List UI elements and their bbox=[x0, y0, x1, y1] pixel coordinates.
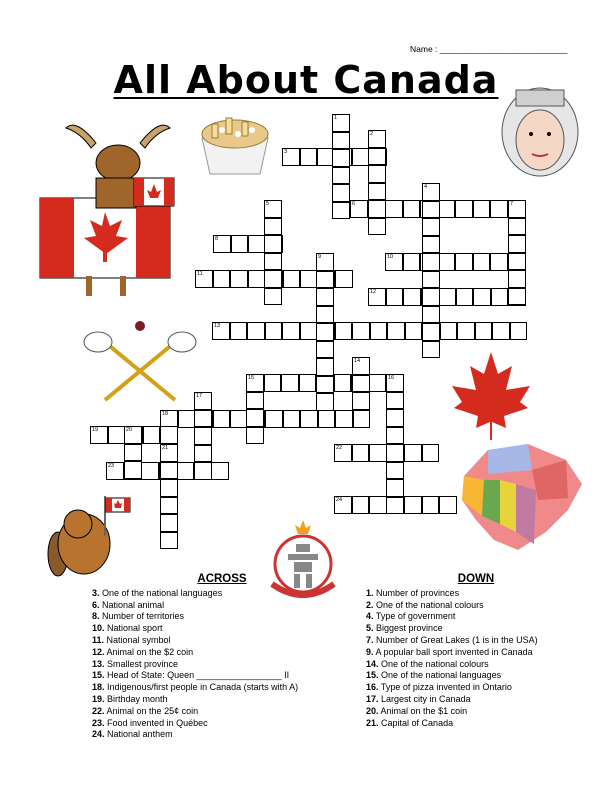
clue-number: 10. bbox=[92, 623, 105, 634]
clue-text: National anthem bbox=[107, 729, 173, 740]
clue-number: 23. bbox=[92, 717, 105, 728]
down-clue bbox=[366, 682, 586, 694]
crossword-cell[interactable] bbox=[246, 392, 264, 410]
cell-number: 14 bbox=[354, 358, 361, 364]
crossword-cell[interactable] bbox=[283, 270, 301, 288]
crossword-cell[interactable] bbox=[265, 410, 283, 428]
across-clue bbox=[92, 682, 352, 694]
clue-number: 24. bbox=[92, 729, 105, 740]
clue-number: 17. bbox=[366, 693, 379, 704]
page-title-text: All About Canada bbox=[113, 58, 499, 102]
crossword-cell[interactable] bbox=[491, 288, 509, 306]
across-heading: ACROSS bbox=[197, 573, 247, 585]
crossword-cell[interactable] bbox=[264, 288, 282, 306]
crossword-cell[interactable] bbox=[370, 322, 388, 340]
crossword-cell[interactable] bbox=[160, 479, 178, 497]
crossword-cell[interactable] bbox=[316, 271, 334, 289]
cell-number: 13 bbox=[214, 323, 221, 329]
crossword-cell[interactable] bbox=[176, 462, 194, 480]
cell-number: 20 bbox=[126, 427, 133, 433]
cell-number: 12 bbox=[370, 289, 377, 295]
crossword-cell[interactable] bbox=[316, 323, 334, 341]
clue-text: Type of pizza invented in Ontario bbox=[380, 682, 512, 693]
clue-number: 2. bbox=[366, 599, 374, 610]
crossword-cell[interactable] bbox=[211, 462, 229, 480]
crossword-cell[interactable] bbox=[368, 200, 386, 218]
crossword-cell[interactable] bbox=[492, 322, 510, 340]
crossword-cell[interactable] bbox=[490, 253, 508, 271]
clue-number: 15. bbox=[92, 670, 105, 681]
crossword-cell[interactable] bbox=[335, 410, 353, 428]
crossword-cell[interactable] bbox=[386, 288, 404, 306]
across-clue bbox=[92, 659, 352, 671]
crossword-cell[interactable] bbox=[332, 149, 350, 167]
crossword-cell[interactable] bbox=[248, 270, 266, 288]
clue-text: Smallest province bbox=[107, 658, 179, 669]
down-clue bbox=[366, 694, 586, 706]
clue-text: One of the national colours bbox=[376, 599, 484, 610]
crossword-cell[interactable] bbox=[264, 253, 282, 271]
crossword-cell[interactable] bbox=[352, 392, 370, 410]
crossword-cell[interactable] bbox=[352, 496, 370, 514]
crossword-cell[interactable] bbox=[510, 322, 528, 340]
across-clue bbox=[92, 718, 352, 730]
crossword-cell[interactable] bbox=[335, 322, 353, 340]
crossword-cell[interactable] bbox=[160, 514, 178, 532]
crossword-cell[interactable] bbox=[387, 322, 405, 340]
cell-number: 8 bbox=[215, 236, 219, 242]
cell-number: 18 bbox=[162, 411, 169, 417]
crossword-cell[interactable] bbox=[368, 183, 386, 201]
clue-text: Head of State: Queen _________________ II bbox=[107, 670, 290, 681]
crossword-cell[interactable] bbox=[124, 461, 142, 479]
crossword-cell[interactable] bbox=[457, 322, 475, 340]
clue-text: Number of territories bbox=[102, 611, 185, 622]
down-clue bbox=[366, 635, 586, 647]
crossword-cell[interactable] bbox=[352, 148, 370, 166]
crossword-cell[interactable] bbox=[282, 322, 300, 340]
cell-number: 6 bbox=[352, 201, 356, 207]
crossword-cell[interactable] bbox=[368, 165, 386, 183]
crossword-cell[interactable] bbox=[386, 497, 404, 515]
crossword-cell[interactable] bbox=[353, 410, 371, 428]
crossword-cell[interactable] bbox=[508, 288, 526, 306]
crossword-cell[interactable] bbox=[386, 409, 404, 427]
across-clue bbox=[92, 611, 352, 623]
down-clue bbox=[366, 670, 586, 682]
crossword-cell[interactable] bbox=[438, 288, 456, 306]
crossword-cell[interactable] bbox=[422, 444, 440, 462]
across-clue bbox=[92, 647, 352, 659]
clue-text: Number of Great Lakes (1 is in the USA) bbox=[376, 634, 538, 645]
cell-number: 2 bbox=[370, 131, 374, 137]
crossword-cell[interactable] bbox=[246, 427, 264, 445]
clue-text: One of the national languages bbox=[381, 670, 502, 681]
cell-number: 19 bbox=[92, 427, 99, 433]
crossword-cell[interactable] bbox=[300, 322, 318, 340]
crossword-cell[interactable] bbox=[316, 341, 334, 359]
clue-number: 13. bbox=[92, 658, 105, 669]
cell-number: 24 bbox=[336, 497, 343, 503]
crossword-cell[interactable] bbox=[386, 444, 404, 462]
clue-number: 16. bbox=[366, 682, 379, 693]
crossword-cell[interactable] bbox=[265, 322, 283, 340]
crossword-cell[interactable] bbox=[405, 322, 423, 340]
crossword-cell[interactable] bbox=[404, 444, 422, 462]
clue-number: 8. bbox=[92, 611, 100, 622]
crossword-cell[interactable] bbox=[194, 445, 212, 463]
clue-text: Food invented in Québec bbox=[107, 717, 208, 728]
clue-number: 14. bbox=[366, 658, 379, 669]
clue-number: 21. bbox=[366, 717, 379, 728]
cell-number: 1 bbox=[334, 115, 338, 121]
crossword-cell[interactable] bbox=[475, 322, 493, 340]
cell-number: 15 bbox=[248, 375, 255, 381]
cell-number: 16 bbox=[388, 375, 395, 381]
crossword-cell[interactable] bbox=[456, 288, 474, 306]
clue-number: 3. bbox=[92, 587, 100, 598]
crossword-cell[interactable] bbox=[160, 462, 178, 480]
crossword-cell[interactable] bbox=[264, 235, 282, 253]
crossword-cell[interactable] bbox=[368, 148, 386, 166]
crossword-cell[interactable] bbox=[352, 322, 370, 340]
crossword-cell[interactable] bbox=[300, 270, 318, 288]
crossword-cell[interactable] bbox=[264, 218, 282, 236]
clue-number: 1. bbox=[366, 587, 374, 598]
cell-number: 5 bbox=[266, 201, 270, 207]
crossword-cell[interactable] bbox=[264, 270, 282, 288]
cell-number: 21 bbox=[162, 445, 169, 451]
cell-number: 23 bbox=[108, 463, 115, 469]
crossword-cell[interactable] bbox=[403, 288, 421, 306]
crossword-cell[interactable] bbox=[231, 235, 249, 253]
across-clue bbox=[92, 623, 352, 635]
down-clue bbox=[366, 600, 586, 612]
crossword-cell[interactable] bbox=[264, 374, 282, 392]
crossword-cell[interactable] bbox=[386, 462, 404, 480]
clue-text: Animal on the $2 coin bbox=[106, 646, 194, 657]
clue-number: 7. bbox=[366, 634, 374, 645]
crossword-cell[interactable] bbox=[369, 496, 387, 514]
clue-text: Animal on the 25¢ coin bbox=[106, 705, 199, 716]
crossword-cell[interactable] bbox=[230, 270, 248, 288]
clue-text: Birthday month bbox=[107, 693, 168, 704]
cell-number: 11 bbox=[197, 271, 203, 277]
clue-number: 4. bbox=[366, 611, 374, 622]
crossword-cell[interactable] bbox=[300, 410, 318, 428]
crossword-cell[interactable] bbox=[332, 202, 350, 220]
across-clue bbox=[92, 600, 352, 612]
cell-number: 17 bbox=[196, 393, 203, 399]
clue-number: 9. bbox=[366, 646, 374, 657]
clue-text: National sport bbox=[107, 623, 163, 634]
crossword-cell[interactable] bbox=[508, 253, 526, 271]
crossword-cell[interactable] bbox=[213, 410, 231, 428]
crossword-cell[interactable] bbox=[247, 322, 265, 340]
down-clue bbox=[366, 706, 586, 718]
crossword-cell[interactable] bbox=[422, 306, 440, 324]
crossword-cell[interactable] bbox=[386, 479, 404, 497]
clue-text: Capital of Canada bbox=[381, 717, 454, 728]
crossword-cell[interactable] bbox=[334, 374, 352, 392]
crossword-cell[interactable] bbox=[316, 306, 334, 324]
crossword-cell[interactable] bbox=[473, 253, 491, 271]
crossword-cell[interactable] bbox=[160, 426, 178, 444]
crossword-cell[interactable] bbox=[124, 444, 142, 462]
crossword-cell[interactable] bbox=[440, 322, 458, 340]
crossword-cell[interactable] bbox=[316, 358, 334, 376]
crossword-cell[interactable] bbox=[422, 218, 440, 236]
down-heading: DOWN bbox=[457, 573, 495, 585]
crossword-cell[interactable] bbox=[438, 253, 456, 271]
crossword-cell[interactable] bbox=[316, 393, 334, 411]
clue-number: 6. bbox=[92, 599, 100, 610]
crossword-cell[interactable] bbox=[490, 200, 508, 218]
crossword-cell[interactable] bbox=[422, 341, 440, 359]
clue-text: One of the national colours bbox=[381, 658, 489, 669]
crossword-cell[interactable] bbox=[335, 270, 353, 288]
crossword-cell[interactable] bbox=[230, 322, 248, 340]
clue-text: Indigenous/first people in Canada (starts with A) bbox=[107, 682, 299, 693]
crossword-cell[interactable] bbox=[160, 532, 178, 550]
cell-number: 4 bbox=[424, 184, 428, 190]
down-clue bbox=[366, 647, 586, 659]
crossword-cell[interactable] bbox=[422, 496, 440, 514]
crossword-cell[interactable] bbox=[246, 409, 264, 427]
cell-number: 7 bbox=[510, 201, 514, 207]
clue-text: Largest city in Canada bbox=[381, 693, 471, 704]
crossword-cell[interactable] bbox=[283, 410, 301, 428]
across-clues bbox=[92, 574, 352, 741]
clue-number: 18. bbox=[92, 682, 105, 693]
crossword-cell[interactable] bbox=[422, 201, 440, 219]
across-clue bbox=[92, 588, 352, 600]
crossword-cell[interactable] bbox=[316, 288, 334, 306]
crossword-cell[interactable] bbox=[386, 392, 404, 410]
crossword-cell[interactable] bbox=[332, 184, 350, 202]
crossword-cell[interactable] bbox=[473, 200, 491, 218]
clue-number: 22. bbox=[92, 705, 105, 716]
crossword-cell[interactable] bbox=[248, 235, 266, 253]
crossword-cell[interactable] bbox=[368, 218, 386, 236]
cell-number: 22 bbox=[336, 445, 343, 451]
clue-text: A popular ball sport invented in Canada bbox=[375, 646, 533, 657]
crossword-cell[interactable] bbox=[386, 427, 404, 445]
cell-number: 9 bbox=[318, 254, 322, 260]
clue-text: Number of provinces bbox=[376, 587, 460, 598]
crossword-cell[interactable] bbox=[455, 253, 473, 271]
crossword-cell[interactable] bbox=[385, 200, 403, 218]
across-clue bbox=[92, 635, 352, 647]
crossword-cell[interactable] bbox=[352, 375, 370, 393]
crossword-cell[interactable] bbox=[332, 132, 350, 150]
down-clue bbox=[366, 718, 586, 730]
crossword-cell[interactable] bbox=[299, 374, 317, 392]
crossword-cell[interactable] bbox=[508, 270, 526, 288]
down-clue bbox=[366, 659, 586, 671]
crossword-cell[interactable] bbox=[141, 462, 159, 480]
crossword-cell[interactable] bbox=[300, 148, 318, 166]
clue-number: 12. bbox=[92, 646, 105, 657]
crossword-cell[interactable] bbox=[404, 496, 422, 514]
crossword-cell[interactable] bbox=[403, 200, 421, 218]
crossword-cell[interactable] bbox=[422, 323, 440, 341]
crossword-cell[interactable] bbox=[230, 410, 248, 428]
down-clue bbox=[366, 588, 586, 600]
crossword-cell[interactable] bbox=[438, 200, 456, 218]
crossword-cell[interactable] bbox=[281, 374, 299, 392]
crossword-cell[interactable] bbox=[178, 410, 196, 428]
crossword-cell[interactable] bbox=[332, 167, 350, 185]
crossword-cell[interactable] bbox=[352, 444, 370, 462]
across-clue bbox=[92, 694, 352, 706]
crossword-cell[interactable] bbox=[213, 270, 231, 288]
crossword-cell[interactable] bbox=[160, 497, 178, 515]
clue-number: 19. bbox=[92, 693, 105, 704]
crossword-cell[interactable] bbox=[455, 200, 473, 218]
across-clue bbox=[92, 706, 352, 718]
crossword-cell[interactable] bbox=[143, 426, 161, 444]
crossword-cell[interactable] bbox=[473, 288, 491, 306]
clue-text: Type of government bbox=[375, 611, 456, 622]
crossword-cell[interactable] bbox=[316, 376, 334, 394]
crossword-cell[interactable] bbox=[194, 462, 212, 480]
crossword-cell[interactable] bbox=[422, 236, 440, 254]
cell-number: 3 bbox=[284, 149, 288, 155]
crossword-cell[interactable] bbox=[439, 496, 457, 514]
name-field-label: Name : ___________________________ bbox=[410, 44, 568, 54]
clue-number: 15. bbox=[366, 670, 379, 681]
clue-number: 11. bbox=[92, 634, 105, 645]
across-clue bbox=[92, 729, 352, 741]
down-clue bbox=[366, 623, 586, 635]
crossword-cell[interactable] bbox=[403, 253, 421, 271]
crossword-cell[interactable] bbox=[369, 444, 387, 462]
clue-number: 20. bbox=[366, 705, 379, 716]
cell-number: 10 bbox=[387, 254, 394, 260]
clue-number: 5. bbox=[366, 623, 374, 634]
crossword-cell[interactable] bbox=[422, 253, 440, 271]
clue-text: National animal bbox=[102, 599, 165, 610]
across-clue bbox=[92, 670, 352, 682]
down-clues bbox=[366, 574, 586, 729]
crossword-cell[interactable] bbox=[369, 374, 387, 392]
crossword-cell[interactable] bbox=[508, 235, 526, 253]
crossword-cell[interactable] bbox=[194, 410, 212, 428]
clue-text: Biggest province bbox=[376, 623, 443, 634]
clue-text: National symbol bbox=[106, 634, 171, 645]
crossword-cell[interactable] bbox=[422, 271, 440, 289]
crossword-cell[interactable] bbox=[422, 288, 440, 306]
down-clue bbox=[366, 611, 586, 623]
crossword-cell[interactable] bbox=[194, 427, 212, 445]
crossword-cell[interactable] bbox=[318, 410, 336, 428]
clue-text: Animal on the $1 coin bbox=[380, 705, 468, 716]
crossword-cell[interactable] bbox=[508, 218, 526, 236]
clue-text: One of the national languages bbox=[102, 587, 223, 598]
crossword-cell[interactable] bbox=[108, 426, 126, 444]
